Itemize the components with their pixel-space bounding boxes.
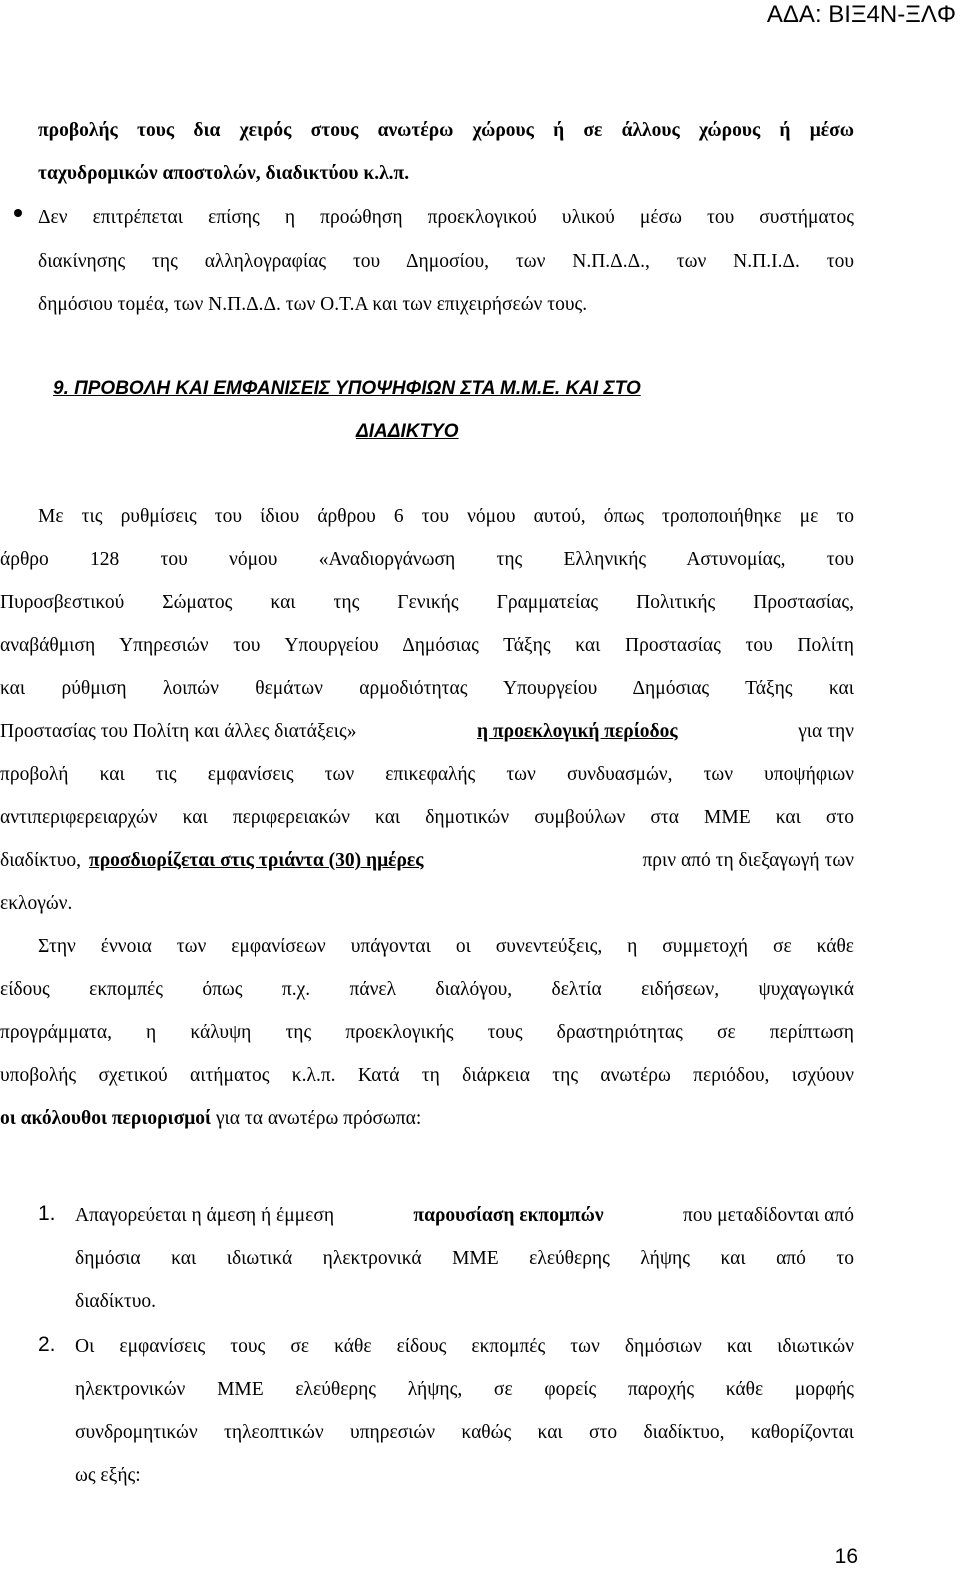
ada-code: ΑΔΑ: ΒΙΞ4Ν-ΞΛΦ — [766, 1, 956, 28]
para1-line-6-text: Προστασίας του Πολίτη και άλλες διατάξεις» — [0, 721, 357, 742]
bullet-line-1: Δεν επιτρέπεται επίσης η προώθηση προεκλογικού υλικού μέσω του συστήματος — [38, 207, 854, 228]
para1-line-10: εκλογών. — [0, 893, 73, 914]
para1-line-6-end: για την — [798, 721, 854, 742]
bullet-icon — [14, 209, 22, 217]
para2-line-5 — [0, 1106, 421, 1132]
preelection-period-emphasis: η προεκλογική περίοδος — [477, 721, 678, 742]
para2-line-5-end: για τα ανωτέρω πρόσωπα: — [215, 1108, 422, 1129]
page-number: 16 — [834, 1545, 858, 1568]
list-item-1-number: 1. — [38, 1202, 56, 1225]
list-item-2-line-4: ως εξής: — [75, 1465, 141, 1486]
para1-line-8: αντιπεριφερειαρχών και περιφερειακών και δημοτικών συμβούλων στα ΜΜΕ και στο — [0, 807, 854, 828]
list-item-1-end: που μεταδίδονται από — [683, 1205, 854, 1226]
para2-line-1: Στην έννοια των εμφανίσεων υπάγονται οι συνεντεύξεις, η συμμετοχή σε κάθε — [38, 936, 854, 957]
list-item-1-line-3: διαδίκτυο. — [75, 1291, 157, 1312]
para1-line-6 — [0, 719, 854, 745]
thirty-days-emphasis: προσδιορίζεται στις τριάντα (30) ημέρες — [89, 850, 424, 871]
para1-line-9-end: πριν από τη διεξαγωγή των — [642, 850, 854, 871]
para2-line-2: είδους εκπομπές όπως π.χ. πάνελ διαλόγου, δελτία ειδήσεων, ψυχαγωγικά — [0, 979, 854, 1000]
section-title: 9. ΠΡΟΒΟΛΗ ΚΑΙ ΕΜΦΑΝΙΣΕΙΣ ΥΠΟΨΗΦΙΩΝ ΣΤΑ Μ.Μ.Ε. ΚΑΙ ΣΤΟ — [53, 378, 641, 399]
para2-line-3: προγράμματα, η κάλυψη της προεκλογικής τους δραστηριότητας σε περίπτωση — [0, 1022, 854, 1043]
section-title-line-2: ΔΙΑΔΙΚΤΥΟ — [356, 421, 459, 442]
list-item-2-number: 2. — [38, 1333, 56, 1356]
para1-line-4: αναβάθμιση Υπηρεσιών του Υπουργείου Δημόσιας Τάξης και Προστασίας του Πολίτη — [0, 635, 854, 656]
list-item-1-text: Απαγορεύεται η άμεση ή έμμεση — [75, 1205, 335, 1226]
para1-line-1: Με τις ρυθμίσεις του ίδιου άρθρου 6 του νόμου αυτού, όπως τροποποιήθηκε με το — [38, 506, 854, 527]
para1-line-3: Πυροσβεστικού Σώματος και της Γενικής Γραμματείας Πολιτικής Προστασίας, — [0, 592, 854, 613]
bullet-line-2: διακίνησης της αλληλογραφίας του Δημοσίου, των Ν.Π.Δ.Δ., των Ν.Π.Ι.Δ. του — [38, 251, 854, 272]
list-item-2-line-2: ηλεκτρονικών ΜΜΕ ελεύθερης λήψης, σε φορείς παροχής κάθε μορφής — [75, 1379, 854, 1400]
para1-line-5: και ρύθμιση λοιπών θεμάτων αρμοδιότητας Υπουργείου Δημόσιας Τάξης και — [0, 678, 854, 699]
para1-line-9 — [0, 848, 854, 874]
list-item-1-line-1 — [75, 1203, 854, 1229]
continuation-line-1: προβολής τους δια χειρός στους ανωτέρω χώρους ή σε άλλους χώρους ή μέσω — [38, 120, 854, 141]
para2-line-4: υποβολής σχετικού αιτήματος κ.λ.π. Κατά τη διάρκεια της ανωτέρω περιόδου, ισχύουν — [0, 1065, 854, 1086]
para1-line-2: άρθρο 128 του νόμου «Αναδιοργάνωση της Ελληνικής Αστυνομίας, του — [0, 549, 854, 570]
list-item-1-line-2: δημόσια και ιδιωτικά ηλεκτρονικά ΜΜΕ ελεύθερης λήψης και από το — [75, 1248, 854, 1269]
list-item-2-line-3: συνδρομητικών τηλεοπτικών υπηρεσιών καθώς και στο διαδίκτυο, καθορίζονται — [75, 1422, 854, 1443]
continuation-line-2: ταχυδρομικών αποστολών, διαδικτύου κ.λ.π. — [38, 163, 410, 184]
para1-line-7: προβολή και τις εμφανίσεις των επικεφαλής των συνδυασμών, των υποψήφιων — [0, 764, 854, 785]
restrictions-emphasis: οι ακόλουθοι περιορισμοί — [0, 1108, 212, 1129]
para1-line-9-text: διαδίκτυο, — [0, 850, 82, 871]
bullet-line-3: δημόσιου τομέα, των Ν.Π.Δ.Δ. των Ο.Τ.Α και των επιχειρήσεών τους. — [38, 294, 588, 315]
list-item-2-line-1: Οι εμφανίσεις τους σε κάθε είδους εκπομπές των δημόσιων και ιδιωτικών — [75, 1336, 854, 1357]
broadcast-presentation-emphasis: παρουσίαση εκπομπών — [413, 1205, 604, 1226]
